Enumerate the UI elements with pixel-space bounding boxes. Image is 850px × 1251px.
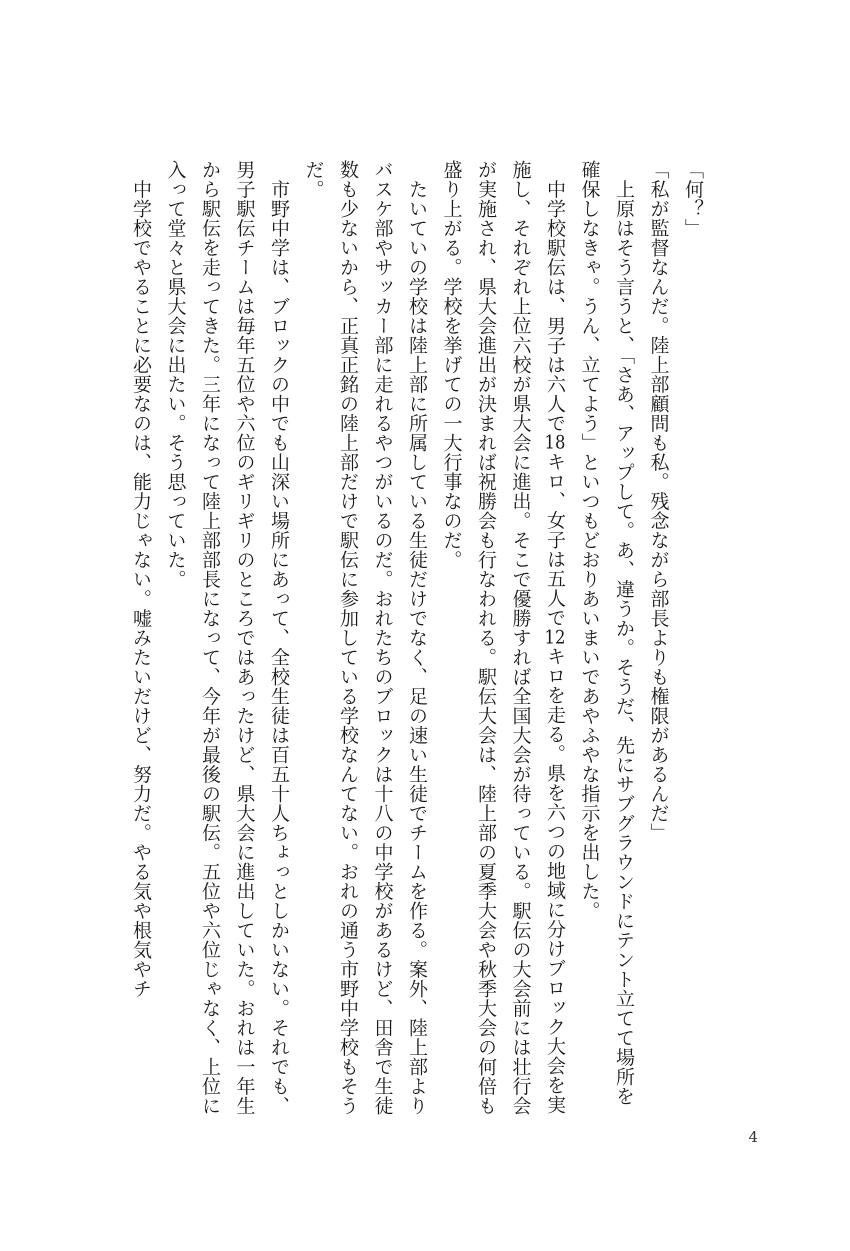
paragraph-segment: キロを走る。県を六つの地域に分けブロック大会を実施し、それぞれ上位六校が県大会に進出。そこで優勝すれば全国大会が待っている。駅伝の大会前には壮行会が実施され、県大会進出が決まれば祝勝会も行なわれる。駅伝大会は、陸上部の夏季大会や秋季大会の何倍も盛り上がる。学校を挙げての一大行事なのだ。 (440, 160, 566, 1116)
girls-distance-number: 12 (544, 627, 566, 647)
novel-text-block (90, 160, 710, 1120)
paragraph-segment: 中学校駅伝は、男子は六人で (544, 160, 566, 433)
page-number: 4 (748, 1128, 758, 1146)
paragraph: たいていの学校は陸上部に所属している生徒だけでなく、足の速い生徒でチームを作る。案外、陸上部よりバスケ部やサッカー部に走れるやつがいるのだ。おれたちのブロックは十八の中学校があるけど、田舎で生徒数も少ないから、正真正銘の陸上部だけで駅伝に参加している学校なんてない。おれの通う市野中学校もそうだ。 (302, 160, 428, 1116)
paragraph: 上原はそう言うと、「さあ、アップして。あ、違うか。そうだ、先にサブグラウンドにテント立てて場所を確保しなきゃ。うん、立てよう」といつもどおりあいまいであやふやな指示を出した。 (578, 160, 635, 1106)
paragraph: 市野中学は、ブロックの中でも山深い場所にあって、全校生徒は百五十人ちょっとしかいない。それでも、男子駅伝チームは毎年五位や六位のギリギリのところではあったけど、県大会に進出していた。おれは一年生から駅伝を走ってきた。三年になって陸上部部長になって、今年が最後の駅伝。五位や六位じゃなく、上位に入って堂々と県大会に出たい。そう思っていた。 (164, 160, 290, 1116)
dialogue-line: 「何？」 (682, 160, 704, 238)
dialogue-line: 「私が監督なんだ。陸上部顧問も私。残念ながら部長よりも権限があるんだ」 (647, 160, 670, 843)
paragraph (434, 160, 572, 1120)
boys-distance-number: 18 (544, 433, 566, 452)
paragraph: 中学校でやることに必要なのは、能力じゃない。嘘みたいだけど、努力だ。やる気や根気やチ (130, 160, 152, 999)
paragraph-segment: キロ、女子は五人で (544, 452, 566, 628)
